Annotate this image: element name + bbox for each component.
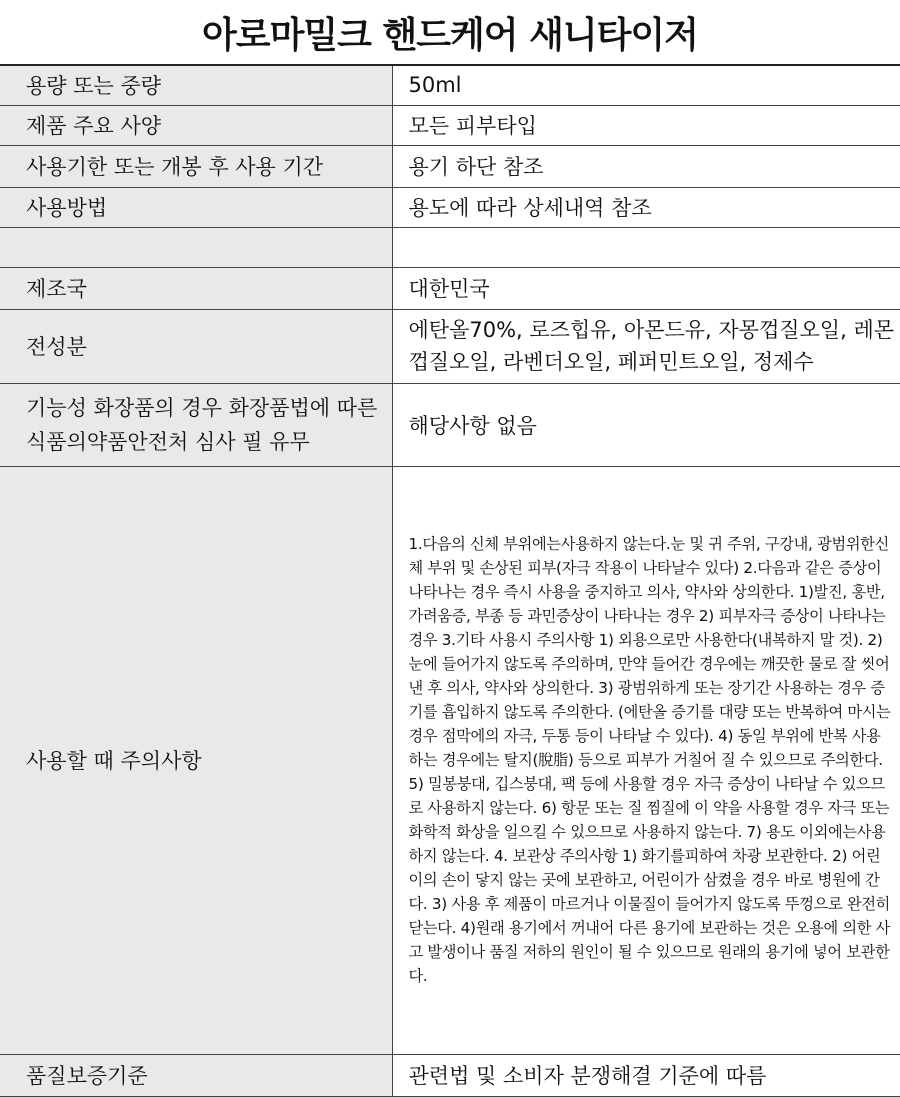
row-value: 모든 피부타입 [392,105,900,145]
row-label: 사용방법 [0,187,392,227]
row-value: 해당사항 없음 [392,383,900,466]
row-label: 기능성 화장품의 경우 화장품법에 따른 식품의약품안전처 심사 필 유무 [0,383,392,466]
table-row [0,383,900,466]
row-value: 에탄올70%, 로즈힙유, 아몬드유, 자몽껍질오일, 레몬껍질오일, 라벤더오일, 페퍼민트오일, 정제수 [392,309,900,383]
row-label: 품질보증기준 [0,1054,392,1096]
row-value: 1.다음의 신체 부위에는사용하지 않는다.눈 및 귀 주위, 구강내, 광범위한신체 부위 및 손상된 피부(자극 작용이 나타날수 있다) 2.다음과 같은 증상이 나타나는 경우 즉시 사용을 중지하고 의사, 약사와 상의한다. 1)발진, 홍반, 가려움증, 부종 등 과민증상이 나타나는 경우 2) 피부자극 증상이 나타나는 경우 3.기타 사용시 주의사항 1) 외용으로만 사용한다(내복하지 말 것). 2) 눈에 들어가지 않도록 주의하며, 만약 들어간 경우에는 깨끗한 물로 잘 씻어낸 후 의사, 약사와 상의한다. 3) 광범위하게 또는 장기간 사용하는 경우 증기를 흡입하지 않도록 주의한다. (에탄올 증기를 대량 또는 반복하여 마시는 경우 점막에의 자극, 두통 등이 나타날 수 있다). 4) 동일 부위에 반복 사용하는 경우에는 탈지(脫脂) 등으로 피부가 거칠어 질 수 있으므로 주의한다. 5) 밀봉붕대, 깁스붕대, 팩 등에 사용할 경우 자극 증상이 나타날 수 있으므로 사용하지 않는다. 6) 항문 또는 질 찜질에 이 약을 사용할 경우 자극 또는 화학적 화상을 일으킬 수 있으므로 사용하지 않는다. 7) 용도 이외에는사용하지 않는다. 4. 보관상 주의사항 1) 화기를피하여 차광 보관한다. 2) 어린이의 손이 닿지 않는 곳에 보관하고, 어린이가 삼켰을 경우 바로 병원에 간다. 3) 사용 후 제품이 마르거나 이물질이 들어가지 않도록 뚜껑으로 완전히 닫는다. 4)원래 용기에서 꺼내어 다른 용기에 보관하는 것은 오용에 의한 사고 발생이나 품질 저하의 원인이 될 수 있으므로 원래의 용기에 넣어 보관한다. [392,466,900,1054]
table-row [0,187,900,227]
row-value [392,227,900,267]
table-row [0,145,900,187]
table-row [0,65,900,105]
row-label: 제조국 [0,267,392,309]
row-value: 관련법 및 소비자 분쟁해결 기준에 따름 [392,1054,900,1096]
row-label: 전성분 [0,309,392,383]
row-value: 50ml [392,65,900,105]
row-value: 대한민국 [392,267,900,309]
row-label: 사용할 때 주의사항 [0,466,392,1054]
table-row [0,466,900,1054]
row-value: 용도에 따라 상세내역 참조 [392,187,900,227]
row-label: 제품 주요 사양 [0,105,392,145]
row-label [0,227,392,267]
product-info-table [0,64,900,1097]
row-value: 용기 하단 참조 [392,145,900,187]
table-row [0,105,900,145]
table-row [0,309,900,383]
row-label: 용량 또는 중량 [0,65,392,105]
row-label: 사용기한 또는 개봉 후 사용 기간 [0,145,392,187]
table-row [0,267,900,309]
table-row [0,1054,900,1096]
table-row [0,227,900,267]
page-title: 아로마밀크 핸드케어 새니타이저 [202,14,698,56]
